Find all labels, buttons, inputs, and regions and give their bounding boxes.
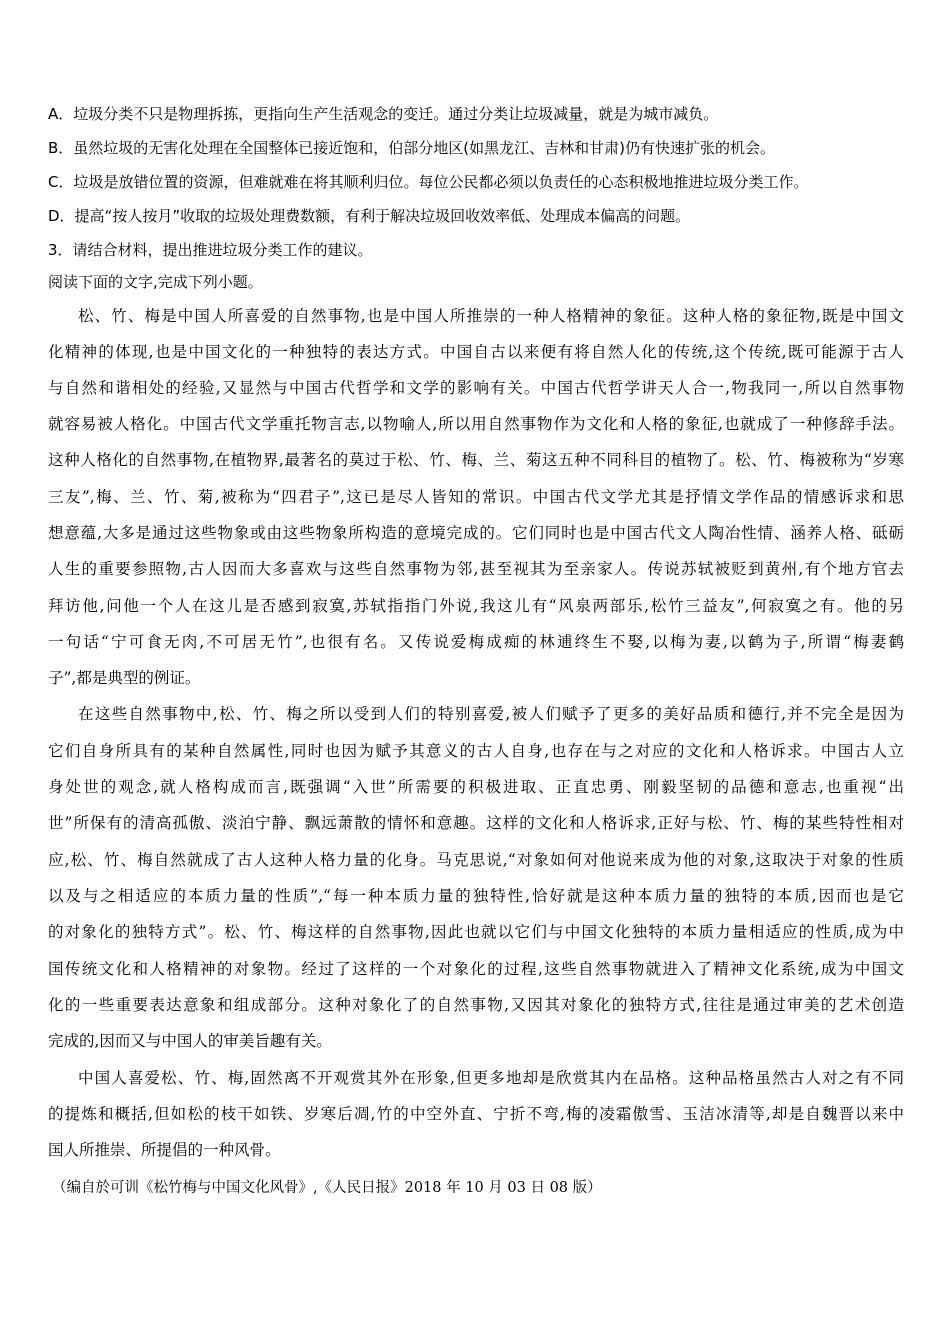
passage-p1-line: 就容易被人格化。中国古代文学重托物言志,以物喻人,所以用自然事物作为文化和人格的象征,也就成了一种修辞手法。 [48,415,904,433]
passage-p3-line: 的提炼和概括,但如松的枝干如铁、岁寒后凋,竹的中空外直、宁折不弯,梅的凌霜傲雪、玉洁冰清等,却是自魏晋以来中 [48,1105,904,1123]
passage-p1-line: 子”,都是典型的例证。 [48,669,201,687]
passage-p1-line: 化精神的体现,也是中国文化的一种独特的表达方式。中国自古以来便有将自然人化的传统,这个传统,既可能源于古人 [48,343,904,361]
source-citation: （编自於可训《松竹梅与中国文化风骨》,《人民日报》2018 年 10 月 03 日 08 版） [52,1180,602,1196]
option-b: B．虽然垃圾的无害化处理在全国整体已接近饱和，伯部分地区(如黑龙江、吉林和甘肃)仍有快速扩张的机会。 [48,139,775,157]
passage-p1-line: 拜访他,问他一个人在这儿是否感到寂寞,苏轼指指门外说,我这儿有“风泉两部乐,松竹三益友”,何寂寞之有。他的另 [48,597,904,615]
passage-p1-line: 松、竹、梅是中国人所喜爱的自然事物,也是中国人所推崇的一种人格精神的象征。这种人格的象征物,既是中国文 [78,307,904,325]
passage-p3-line: 国人所推崇、所提倡的一种风骨。 [48,1141,281,1159]
passage-p2-line: 它们自身所具有的某种自然属性,同时也因为赋予其意义的古人自身,也存在与之对应的文化和人格诉求。中国古人立 [48,742,904,760]
option-d: D．提高“按人按月”收取的垃圾处理费数额，有利于解决垃圾回收效率低、处理成本偏高的问题。 [48,207,691,225]
passage-p2-line: 以及与之相适应的本质力量的性质”,“每一种本质力量的独特性,恰好就是这种本质力量的独特的本质,因而也是它 [48,887,904,905]
passage-p1-line: 想意蕴,大多是通过这些物象或由这些物象所构造的意境完成的。它们同时也是中国古代文人陶冶性情、涵养人格、砥砺 [48,524,904,542]
passage-p2-line: 的对象化的独特方式”。松、竹、梅这样的自然事物,因此也就以它们与中国文化独特的本质力量相适应的性质,成为中 [48,923,904,941]
passage-p1-line: 一句话“宁可食无肉,不可居无竹”,也很有名。又传说爱梅成痴的林逋终生不娶,以梅为妻,以鹤为子,所谓“梅妻鹤 [48,633,904,651]
question-3: 3．请结合材料，提出推进垃圾分类工作的建议。 [48,241,373,259]
passage-p2-line: 在这些自然事物中,松、竹、梅之所以受到人们的特别喜爱,被人们赋予了更多的美好品质和德行,并不完全是因为 [78,705,904,723]
passage-p1-line: 与自然和谐相处的经验,又显然与中国古代哲学和文学的影响有关。中国古代哲学讲天人合一,物我同一,所以自然事物 [48,379,904,397]
passage-p1-line: 三友”,梅、兰、竹、菊,被称为“四君子”,这已是尽人皆知的常识。中国古代文学尤其是抒情文学作品的情感诉求和思 [48,488,904,506]
passage-p2-line: 身处世的观念,就人格构成而言,既强调“入世”所需要的积极进取、正直忠勇、刚毅坚韧的品德和意志,也重视“出 [48,778,904,796]
passage-p2-line: 世”所保有的清高孤傲、淡泊宁静、飘远萧散的情怀和意趣。这样的文化和人格诉求,正好与松、竹、梅的某些特性相对 [48,814,904,832]
passage-p1-line: 人生的重要参照物,古人因而大多喜欢与这些自然事物为邻,甚至视其为至亲家人。传说苏轼被贬到黄州,有个地方官去 [48,560,904,578]
passage-p2-line: 国传统文化和人格精神的对象物。经过了这样的一个对象化的过程,这些自然事物就进入了精神文化系统,成为中国文 [48,960,904,978]
passage-p2-line: 化的一些重要表达意象和组成部分。这种对象化了的自然事物,又因其对象化的独特方式,往往是通过审美的艺术创造 [48,996,904,1014]
passage-p3-line: 中国人喜爱松、竹、梅,固然离不开观赏其外在形象,但更多地却是欣赏其内在品格。这种品格虽然古人对之有不同 [78,1069,904,1087]
passage-p1-line: 这种人格化的自然事物,在植物界,最著名的莫过于松、竹、梅、兰、菊这五种不同科目的植物了。松、竹、梅被称为“岁寒 [48,451,904,469]
passage-p2-line: 完成的,因而又与中国人的审美旨趣有关。 [48,1032,332,1050]
option-a: A．垃圾分类不只是物理拆拣，更指向生产生活观念的变迁。通过分类让垃圾减量，就是为城市减负。 [48,105,719,123]
reading-instruction: 阅读下面的文字,完成下列小题。 [48,273,263,291]
passage-p2-line: 应,松、竹、梅自然就成了古人这种人格力量的化身。马克思说,“对象如何对他说来成为他的对象,这取决于对象的性质 [48,851,904,869]
option-c: C．垃圾是放错位置的资源，但难就难在将其顺利归位。每位公民都必须以负责任的心态积极地推进垃圾分类工作。 [48,173,809,191]
